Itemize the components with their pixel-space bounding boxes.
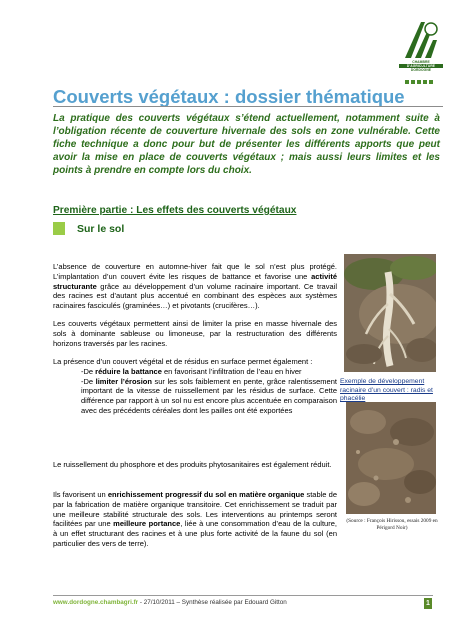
p5-bold-2: meilleure portance [113, 519, 181, 529]
intro-paragraph: La pratique des couverts végétaux s’étend actuellement, notamment suite à l’obligation récente de couverture hivernale des sols en zone vulnérable. Cette fiche technique a donc pour but de présenter les différents apports que peut avoir la mise en place de couverts végétaux ; mais aussi leurs limites et les points à prendre en compte lors du choix. [53, 113, 440, 176]
section-heading: Sur le sol [77, 223, 125, 235]
p1-text-a: L’absence de couverture en automne-hiver fait que le sol n’est plus protégé. L’implantation d’un couvert évite les risques de battance et favorise une [53, 262, 337, 281]
paragraph-soil-cover [53, 262, 337, 311]
root-development-photo [344, 254, 436, 372]
page-number: 1 [424, 598, 432, 609]
part-heading: Première partie : Les effets des couverts végétaux [53, 205, 297, 216]
p3-intro: La présence d’un couvert végétal et de résidus en surface permet également : [53, 357, 313, 366]
footer-divider [53, 595, 433, 596]
paragraph-residues [53, 357, 337, 416]
p5-text-c: stable de par la fabrication de matière organique transitoire. Cet enrichissement se traduit par une meilleure stabilité structurale des sols. Les interventions au printemps seront facilitées par une [53, 490, 337, 529]
bullet-text: sur les sols faiblement en pente, grâce ralentissement important de la vitesse de ruissellement par les résidus de surface. Cette différence par rapport à un sol nu est encore plus accentuée en comparaison avec des précédents céréales dont les pailles ont été exportées [81, 376, 337, 415]
paragraph-runoff: Le ruissellement du phosphore et des produits phytosanitaires est également réduit. [53, 460, 332, 469]
page-title: Couverts végétaux : dossier thématique [53, 86, 405, 107]
bullet-prefix: -De [81, 376, 96, 386]
logo-emblem-icon [401, 20, 441, 58]
p1-bold: activité structurante [53, 271, 337, 291]
logo-line-1: CHAMBRE [412, 60, 430, 64]
bullet-prefix: -De [81, 366, 96, 376]
bullet-bold: limiter l’érosion [95, 376, 152, 386]
p1-text-c: grâce au développement d’un volume racinaire important. Ce travail des racines est d’autant plus accentué en combinant des espèces aux systèmes racinaires fasciculés (graminées…) et pivotants (crucifères…). [53, 281, 337, 311]
p5-text-e: , liée à une consommation d’eau de la culture, à un effet structurant des racines et à une plus forte activité de la faune du sol (en particulier des vers de terre). [53, 519, 337, 548]
paragraph-compaction: Les couverts végétaux permettent ainsi de limiter la prise en masse hivernale des sols à dominante sableuse ou limoneuse, par la restructuration des différents horizons traversés par les racines. [53, 319, 337, 348]
bullet-bold: réduire la battance [95, 366, 162, 376]
logo-name [399, 60, 443, 73]
section-marker [53, 222, 65, 235]
bullet-battance [53, 367, 337, 377]
logo-dots [405, 80, 433, 84]
p5-text-a: Ils favorisent un [53, 490, 108, 499]
logo-line-2: D'AGRICULTURE [399, 64, 443, 68]
p5-bold-1: enrichissement progressif du sol en matière organique [107, 490, 305, 499]
logo-line-3: DORDOGNE [410, 68, 432, 73]
photo-caption: Exemple de développement racinaire d’un couvert : radis et phacélie [340, 378, 433, 403]
bullet-text: en favorisant l’infiltration de l’eau en hiver [161, 366, 302, 376]
chamber-of-agriculture-logo [399, 20, 443, 98]
photo-source: (Source : François Hirissou, essais 2009 en Périgord Noir) [346, 518, 438, 531]
title-divider [53, 106, 443, 107]
page-footer [53, 599, 287, 606]
footer-text: - 27/10/2011 – Synthèse réalisée par Edouard Gitton [138, 599, 287, 606]
paragraph-organic-matter [53, 490, 337, 549]
bullet-erosion [53, 377, 337, 416]
footer-website-link[interactable]: www.dordogne.chambagri.fr [53, 599, 139, 606]
soil-surface-photo [346, 402, 436, 514]
